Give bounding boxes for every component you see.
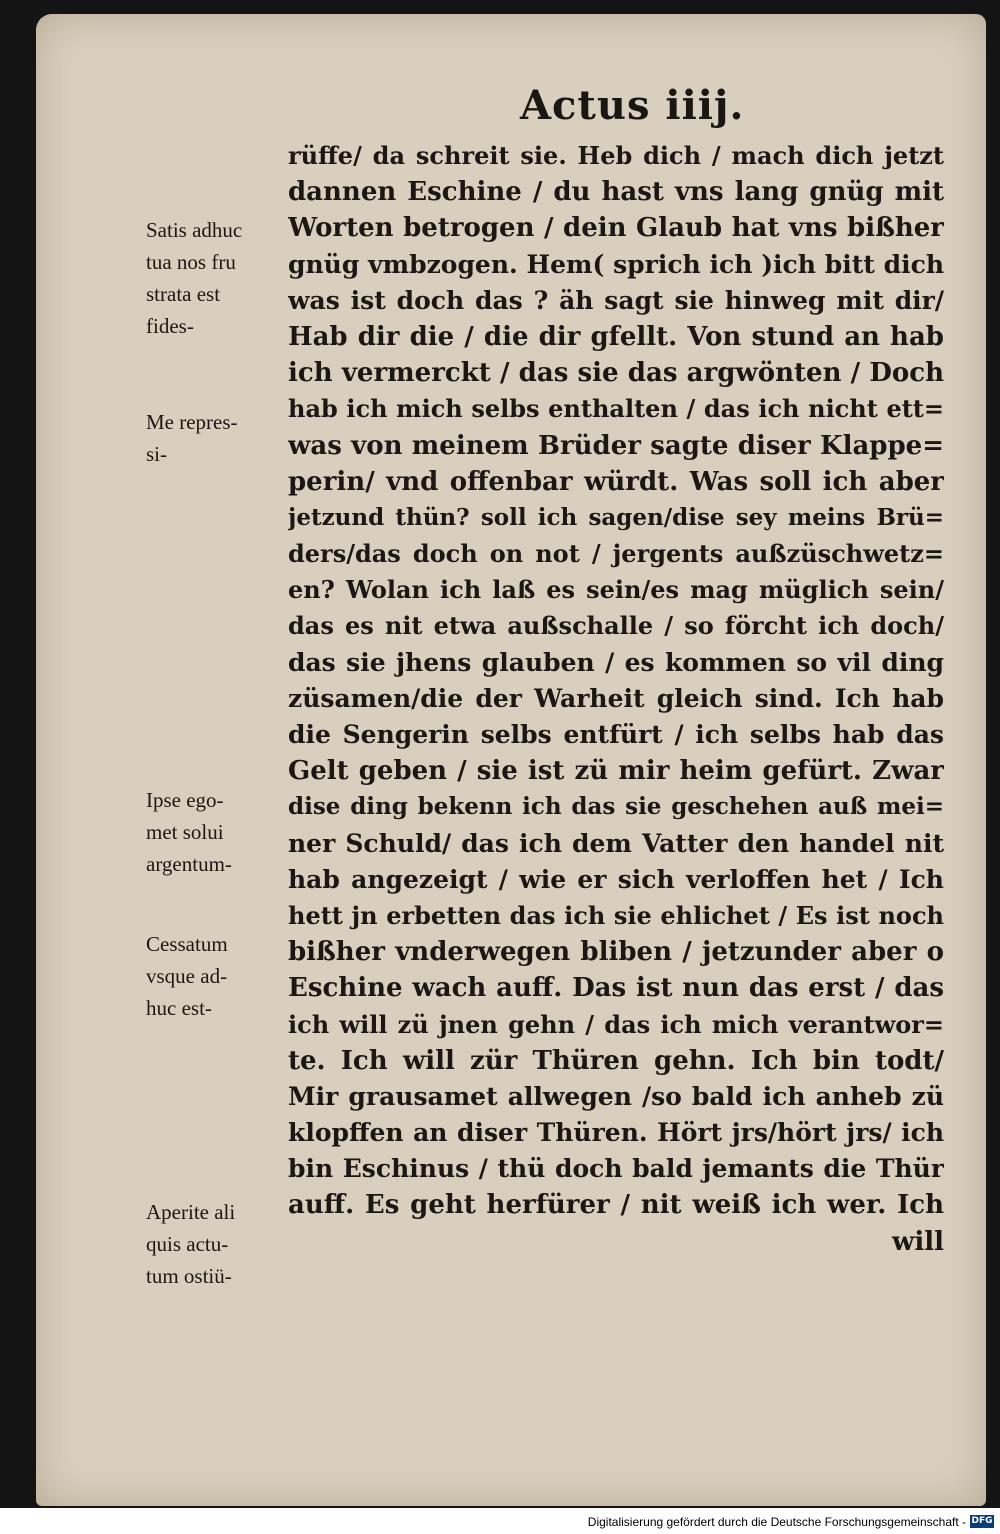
text-line: ders/das doch on not / jergents außzüschwetz= — [288, 539, 944, 569]
text-line: en? Wolan ich laß es sein/es mag müglich sein/ — [288, 575, 944, 605]
marginal-note-line: quis actu- — [146, 1232, 229, 1256]
text-line: hab angezeigt / wie er sich verloffen het / Ich — [288, 864, 944, 894]
text-line: ich will zü jnen gehn / das ich mich verantwor= — [288, 1009, 944, 1039]
marginal-note-line: vsque ad- — [146, 964, 228, 988]
text-line: auff. Es geht herfürer / nit weiß ich wer. Ich — [288, 1190, 944, 1221]
text-line: hett jn erbetten das ich sie ehlichet / Es ist noch — [288, 900, 944, 930]
text-line: Mir grausamet allwegen /so bald ich anheb zü — [288, 1081, 944, 1111]
text-line: perin/ vnd offenbar würdt. Was soll ich aber — [288, 466, 944, 497]
text-line: dannen Eschine / du hast vns lang gnüg mit — [288, 177, 944, 208]
marginal-note-line: si- — [146, 442, 167, 466]
text-line: ich vermerckt / das sie das argwönten / Doch — [288, 358, 944, 389]
main-text-column — [288, 138, 944, 1260]
text-line: was von meinem Brüder sagte diser Klappe= — [288, 430, 944, 461]
marginal-note-line: Me repres- — [146, 410, 238, 434]
marginal-note-line: Aperite ali — [146, 1200, 236, 1224]
text-line: bißher vnderwegen bliben / jetzunder aber o — [288, 937, 944, 968]
marginal-note-line: huc est- — [146, 996, 212, 1020]
page-header: Actus iiij. — [520, 82, 745, 129]
text-line: Eschine wach auff. Das ist nun das erst / das — [288, 973, 944, 1004]
text-line: jetzund thün? soll ich sagen/dise sey meins Brü= — [288, 503, 944, 531]
marginal-note — [146, 1196, 235, 1292]
marginal-note — [146, 406, 238, 470]
marginal-note-line: fides- — [146, 314, 194, 338]
marginal-note-line: strata est — [146, 282, 221, 306]
text-line: bin Eschinus / thü doch bald jemants die Thür — [288, 1154, 944, 1184]
marginal-note-line: Cessatum — [146, 932, 228, 956]
text-line: gnüg vmbzogen. Hem( sprich ich )ich bitt dich — [288, 249, 944, 279]
text-line: die Sengerin selbs entfürt / ich selbs hab das — [288, 720, 944, 749]
text-line: ner Schuld/ das ich dem Vatter den handel nit — [288, 828, 944, 858]
marginal-note — [146, 928, 228, 1024]
text-line: das es nit etwa außschalle / so förcht ich doch/ — [288, 611, 944, 641]
footer-bar — [0, 1508, 1000, 1534]
marginal-note-line: argentum- — [146, 852, 232, 876]
marginal-note — [146, 214, 242, 342]
text-line: klopffen an diser Thüren. Hört jrs/hört jrs/ ich — [288, 1118, 944, 1148]
text-line: rüffe/ da schreit sie. Heb dich / mach dich jetzt — [288, 141, 944, 170]
text-line: hab ich mich selbs enthalten / das ich nicht ett= — [288, 394, 944, 424]
text-line: Hab dir die / die dir gfellt. Von stund an hab — [288, 321, 944, 352]
text-line: te. Ich will zür Thüren gehn. Ich bin todt/ — [288, 1045, 944, 1076]
marginal-note-line: Satis adhuc — [146, 218, 243, 242]
catchword: will — [891, 1226, 944, 1257]
marginal-note-line: tum ostiü- — [146, 1264, 232, 1288]
text-line: Gelt geben / sie ist zü mir heim gefürt. Zwar — [288, 756, 944, 787]
marginal-note-line: tua nos fru — [146, 250, 236, 274]
marginal-note — [146, 784, 232, 880]
text-line: dise ding bekenn ich das sie geschehen auß mei= — [288, 793, 944, 821]
text-line: Worten betrogen / dein Glaub hat vns bißher — [288, 213, 944, 244]
marginal-note-line: met solui — [146, 820, 224, 844]
marginal-note-line: Ipse ego- — [146, 788, 224, 812]
funding-credit: Digitalisierung gefördert durch die Deutsche Forschungsgemeinschaft - — [587, 1515, 966, 1529]
text-line: das sie jhens glauben / es kommen so vil ding — [288, 647, 944, 677]
dfg-logo-icon: DFG — [971, 1516, 993, 1526]
text-line: züsamen/die der Warheit gleich sind. Ich hab — [288, 683, 944, 713]
text-line: was ist doch das ? äh sagt sie hinweg mit dir/ — [288, 285, 944, 315]
